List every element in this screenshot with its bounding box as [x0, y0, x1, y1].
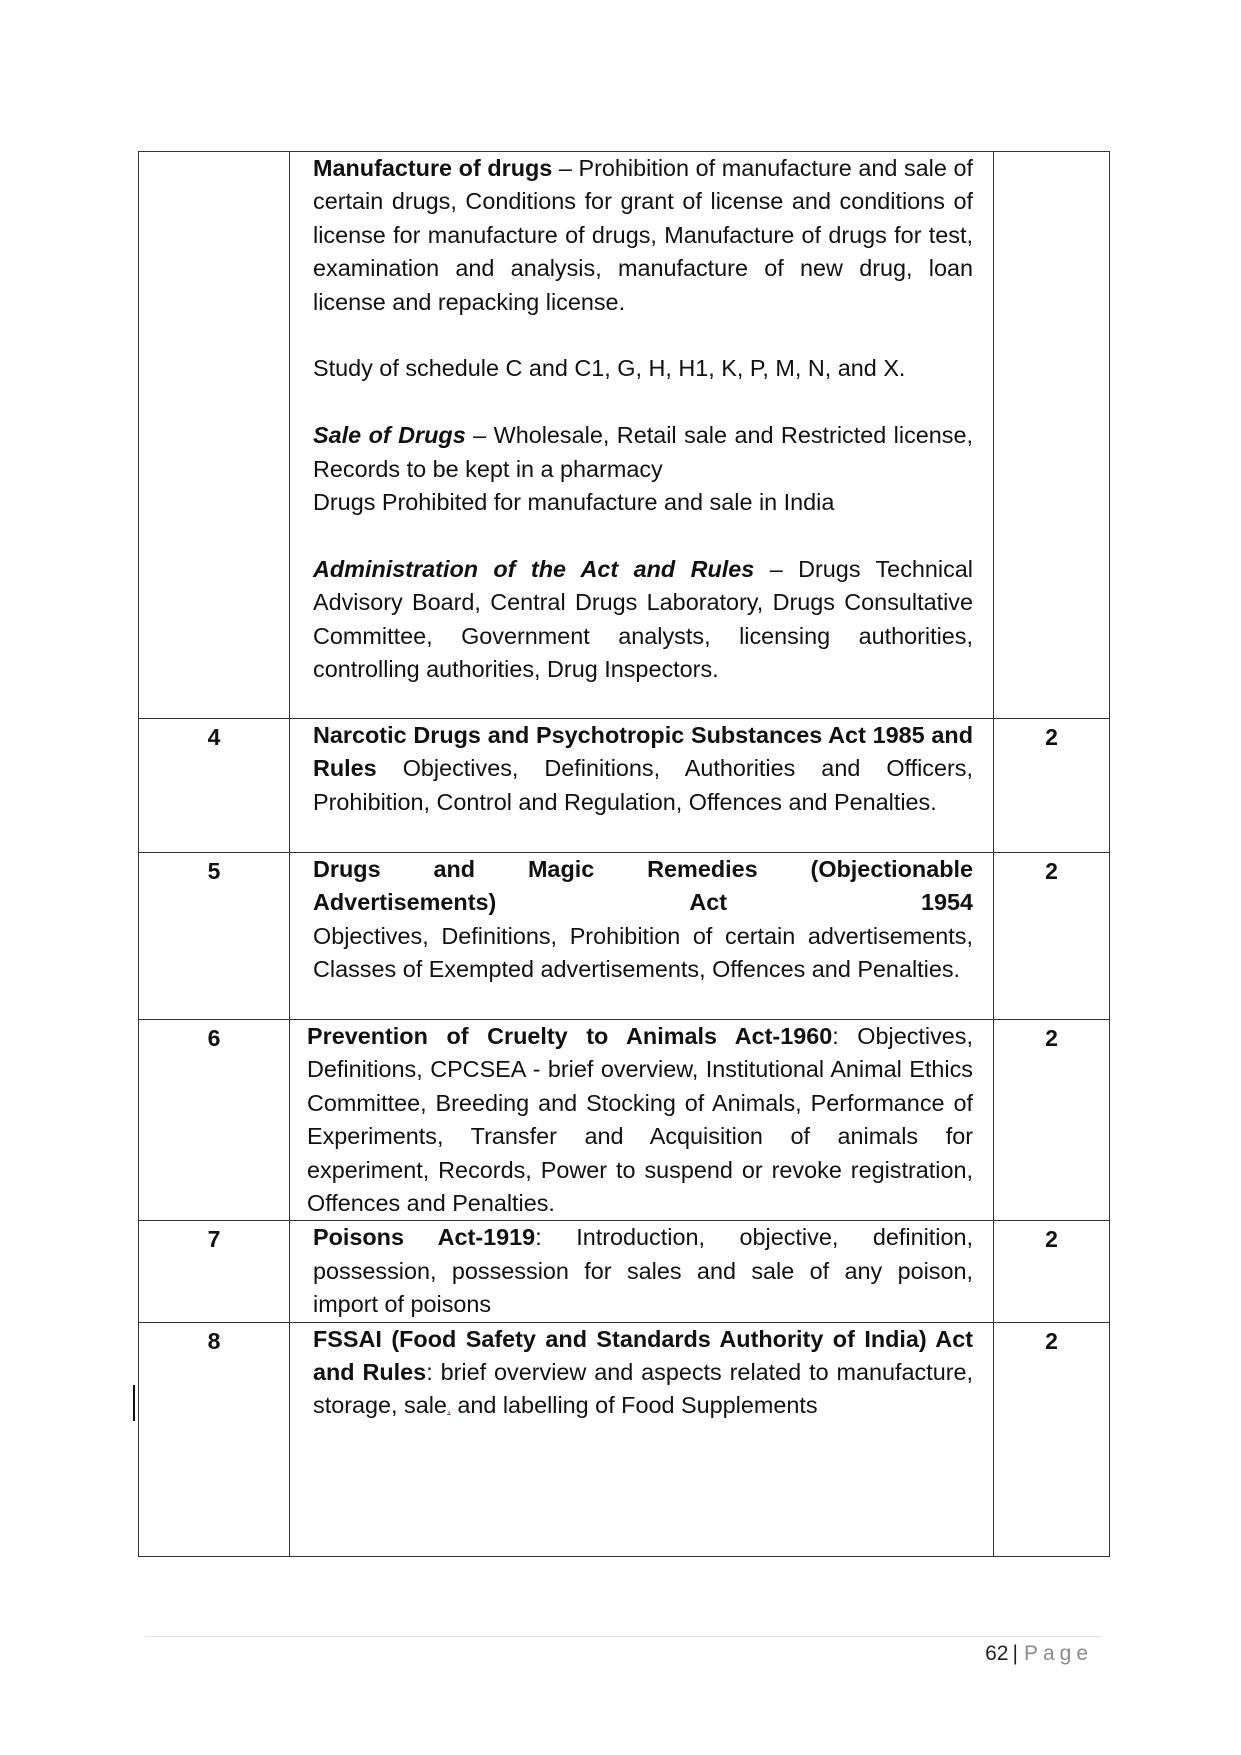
table-row — [139, 1322, 1110, 1556]
topic-text: – Drugs Technical Advisory Board, Central Drugs Laboratory, Drugs Consultative Committee, Government analysts, licensing authorities, controlling authorities, Drug Inspectors. — [313, 555, 974, 683]
change-bar — [133, 1385, 135, 1421]
unit-number-cell: 6 — [139, 1020, 290, 1221]
paragraph — [313, 553, 973, 687]
paragraph — [313, 152, 973, 319]
topic-heading: Sale of Drugs — [313, 422, 466, 449]
page-number: 62 — [985, 1642, 1009, 1665]
topic-text: : brief overview and aspects related to manufacture, storage, sale — [313, 1359, 973, 1419]
unit-content-cell — [290, 853, 994, 1020]
paragraph — [313, 920, 973, 987]
unit-content-cell — [290, 1020, 994, 1221]
topic-text: Objectives, Definitions, Prohibition of certain advertisements, Classes of Exempted advertisements, Offences and Penalties. — [313, 922, 973, 983]
page-footer — [985, 1640, 1093, 1668]
unit-number-cell: 7 — [139, 1221, 290, 1322]
table-row — [139, 152, 1110, 719]
hours-cell: 2 — [994, 719, 1110, 853]
topic-heading: Narcotic Drugs and Psychotropic Substances Act 1985 and Rules — [313, 722, 973, 782]
table-row — [139, 1221, 1110, 1322]
unit-content-cell — [290, 719, 994, 853]
hours-cell: 2 — [994, 1221, 1110, 1322]
page-label: Page — [1023, 1642, 1093, 1665]
tracked-change-mark: , — [446, 1400, 451, 1417]
topic-heading: Manufacture of drugs — [313, 155, 553, 181]
topic-heading: Administration of the Act and Rules — [313, 555, 755, 582]
hours-cell: 2 — [994, 1020, 1110, 1221]
unit-number-cell: 5 — [139, 853, 290, 1020]
hours-cell: 2 — [994, 1322, 1110, 1556]
topic-heading: FSSAI (Food Safety and Standards Authority of India) Act and Rules — [313, 1325, 973, 1386]
footer-divider — [145, 1636, 1100, 1637]
paragraph — [313, 352, 973, 385]
paragraph — [313, 853, 973, 920]
topic-heading: Prevention of Cruelty to Animals Act-1960 — [307, 1023, 833, 1049]
paragraph — [313, 486, 973, 519]
topic-text: Objectives, Definitions, Authorities and Officers, Prohibition, Control and Regulation, Offences and Penalties. — [313, 755, 973, 815]
topic-text: : Introduction, objective, definition, possession, possession for sales and sale of any poison, import of poisons — [313, 1224, 973, 1318]
table-row — [139, 1020, 1110, 1221]
unit-content-cell — [290, 152, 994, 719]
topic-text: – Prohibition of manufacture and sale of certain drugs, Conditions for grant of license and conditions of license for manufacture of drugs, Manufacture of drugs for test, examination and analysis, manufacture of new drug, loan license and repacking license. — [313, 155, 973, 315]
paragraph — [313, 719, 973, 819]
unit-content-cell — [290, 1221, 994, 1322]
syllabus-table — [138, 151, 1110, 1557]
topic-text: – Wholesale, Retail sale and Restricted license, Records to be kept in a pharmacy — [313, 422, 973, 482]
hours-cell — [994, 152, 1110, 719]
table-row — [139, 719, 1110, 853]
topic-text: : Objectives, Definitions, CPCSEA - brief overview, Institutional Animal Ethics Committee, Breeding and Stocking of Animals, Performance of Experiments, Transfer and Acquisition of animals for experiment, Records, Power to suspend or revoke registration, Offences and Penalties. — [307, 1023, 973, 1217]
topic-heading: Drugs and Magic Remedies (Objectionable Advertisements) Act 1954 — [313, 856, 973, 916]
footer-separator: | — [1012, 1642, 1018, 1665]
unit-number-cell: 8 — [139, 1322, 290, 1556]
paragraph — [313, 1221, 973, 1321]
table-row — [139, 853, 1110, 1020]
unit-number-cell — [139, 152, 290, 719]
topic-text: Drugs Prohibited for manufacture and sale in India — [313, 489, 835, 516]
paragraph — [313, 419, 973, 486]
topic-heading: Poisons Act-1919 — [313, 1224, 536, 1251]
topic-text: and labelling of Food Supplements — [450, 1392, 818, 1419]
topic-text: Study of schedule C and C1, G, H, H1, K, P, M, N, and X. — [313, 355, 906, 382]
unit-content-cell — [290, 1322, 994, 1556]
paragraph — [307, 1020, 973, 1220]
unit-number-cell: 4 — [139, 719, 290, 853]
hours-cell: 2 — [994, 853, 1110, 1020]
paragraph — [313, 1323, 973, 1426]
